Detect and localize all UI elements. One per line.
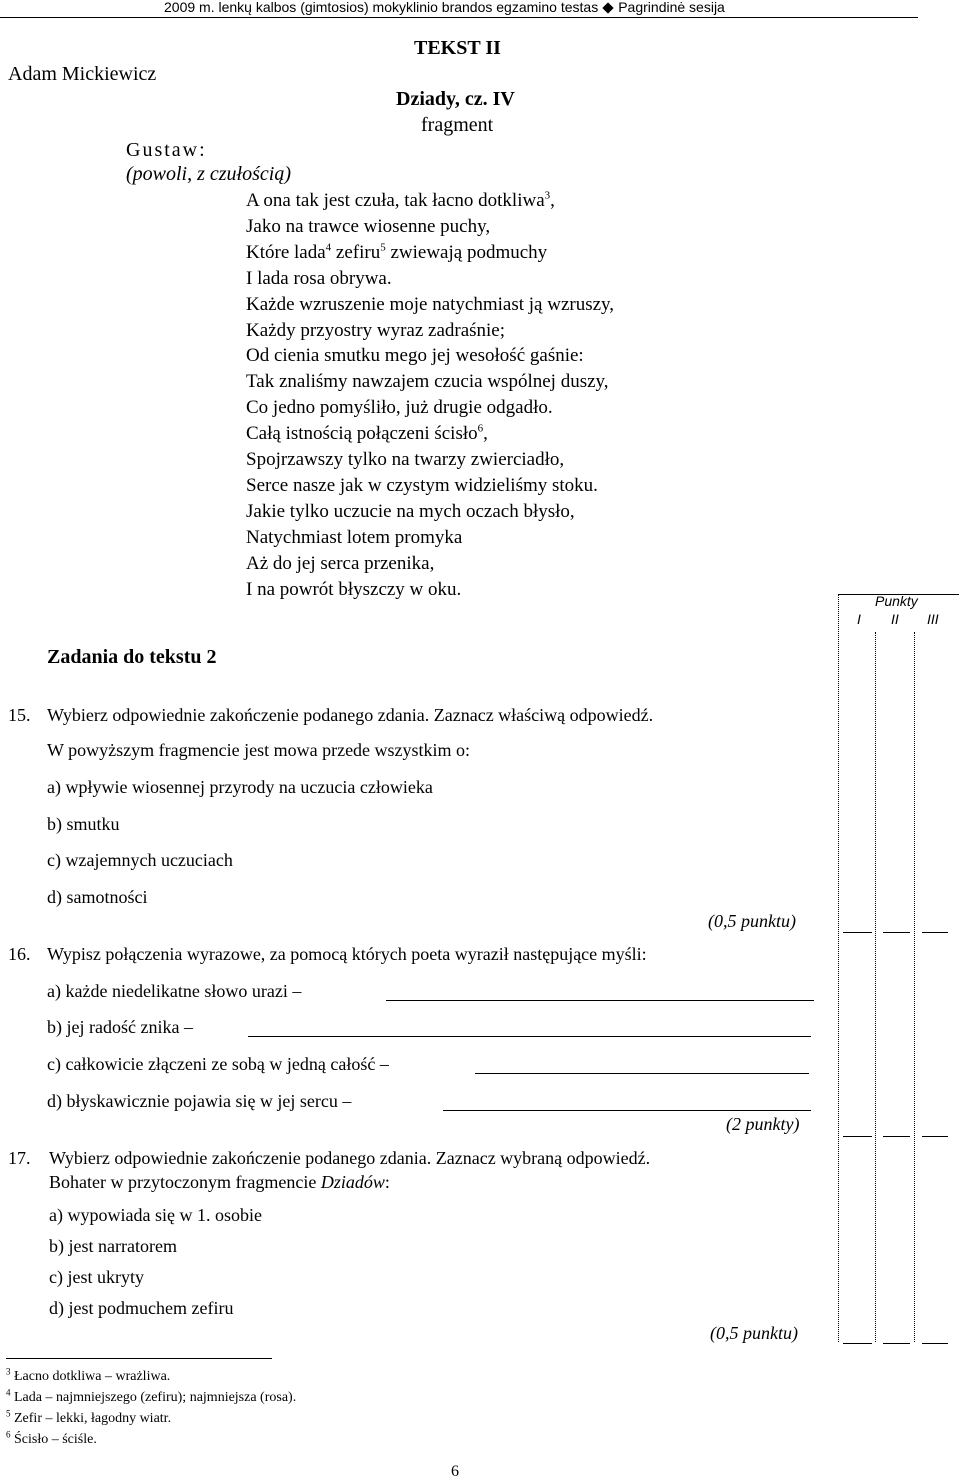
header-divider: [0, 17, 918, 18]
score-blank[interactable]: [922, 1136, 948, 1137]
points-col-divider: [838, 594, 839, 1342]
poem-line: Od cienia smutku mego jej wesołość gaśnie:: [246, 345, 584, 367]
answer-option[interactable]: a) wpływie wiosennej przyrody na uczucia człowieka: [47, 777, 433, 797]
footnote: $^5$ Zefir – lekki, łagodny wiatr.: [6, 1408, 172, 1426]
answer-option[interactable]: c) wzajemnych uczuciach: [47, 850, 233, 870]
answer-line[interactable]: [386, 1000, 814, 1001]
poem-line: Każde wzruszenie moje natychmiast ją wzruszy,: [246, 293, 615, 315]
task-number: 17.: [8, 1148, 31, 1168]
answer-option[interactable]: b) smutku: [47, 814, 120, 834]
poem-line: Jako na trawce wiosenne puchy,: [246, 215, 491, 237]
score-blank[interactable]: [843, 932, 872, 933]
footnote: $^3$ Łacno dotkliwa – wrażliwa.: [6, 1366, 171, 1384]
task-instruction: Wypisz połączenia wyrazowe, za pomocą których poeta wyraził następujące myśli:: [47, 944, 647, 964]
answer-prompt: d) błyskawicznie pojawia się w jej sercu –: [47, 1091, 352, 1111]
task-points: (2 punkty): [726, 1114, 800, 1134]
task-stem: W powyższym fragmencie jest mowa przede wszystkim o:: [47, 740, 471, 760]
stage-direction: (powoli, z czułością): [126, 163, 291, 185]
poem-line: Tak znaliśmy nawzajem czucia wspólnej duszy,: [246, 371, 609, 393]
poem-line: Spojrzawszy tylko na twarzy zwierciadło,: [246, 449, 565, 471]
points-title: Punkty: [875, 593, 918, 609]
task-instruction: Wybierz odpowiednie zakończenie podanego zdania. Zaznacz wybraną odpowiedź.: [49, 1148, 651, 1168]
score-blank[interactable]: [883, 932, 910, 933]
poem-line: Jakie tylko uczucie na mych oczach błysło,: [246, 500, 575, 522]
points-col-divider: [914, 632, 915, 1342]
answer-option[interactable]: d) jest podmuchem zefiru: [49, 1298, 234, 1318]
points-col-divider: [875, 632, 876, 1342]
task-number: 15.: [8, 705, 31, 725]
footnote: $^4$ Lada – najmniejszego (zefiru); najmniejsza (rosa).: [6, 1387, 297, 1405]
text-heading: TEKST II: [414, 37, 501, 59]
footnote-separator: [6, 1358, 272, 1359]
answer-prompt: a) każde niedelikatne słowo urazi –: [47, 981, 302, 1001]
poem-line: Natychmiast lotem promyka: [246, 526, 463, 548]
work-title: Dziady, cz. IV: [396, 88, 515, 110]
score-blank[interactable]: [883, 1136, 910, 1137]
answer-prompt: b) jej radość znika –: [47, 1017, 193, 1037]
answer-line[interactable]: [475, 1073, 809, 1074]
points-col-1: I: [857, 611, 861, 627]
score-blank[interactable]: [843, 1136, 872, 1137]
points-col-2: II: [891, 611, 899, 627]
poem-line: A ona tak jest czuła, tak łacno dotkliwa$^3$,: [246, 189, 555, 211]
poem-line: Każdy przyostry wyraz zadraśnie;: [246, 319, 506, 341]
poem-line: Co jedno pomyśliło, już drugie odgadło.: [246, 397, 553, 419]
page-number: 6: [451, 1463, 459, 1480]
score-blank[interactable]: [843, 1343, 872, 1344]
footnote: $^6$ Ścisło – ściśle.: [6, 1429, 97, 1447]
poem-line: Aż do jej serca przenika,: [246, 552, 435, 574]
answer-line[interactable]: [443, 1110, 811, 1111]
poem-line: I na powrót błyszczy w oku.: [246, 578, 462, 600]
task-points: (0,5 punktu): [710, 1323, 798, 1343]
points-table-top-line: [838, 594, 959, 595]
poem-line: I lada rosa obrywa.: [246, 267, 392, 289]
task-number: 16.: [8, 944, 31, 964]
answer-option[interactable]: d) samotności: [47, 887, 148, 907]
page-header: [164, 0, 725, 15]
speaker-name: Gustaw:: [126, 139, 207, 161]
fragment-label: fragment: [421, 114, 494, 136]
exam-title: 2009 m. lenkų kalbos (gimtosios) mokyklinio brandos egzamino testas: [164, 0, 599, 15]
score-blank[interactable]: [922, 1343, 948, 1344]
score-blank[interactable]: [922, 932, 948, 933]
answer-option[interactable]: b) jest narratorem: [49, 1236, 177, 1256]
diamond-icon: [603, 2, 614, 13]
author-name: Adam Mickiewicz: [8, 63, 157, 85]
answer-prompt: c) całkowicie złączeni ze sobą w jedną całość –: [47, 1054, 389, 1074]
answer-option[interactable]: a) wypowiada się w 1. osobie: [49, 1205, 262, 1225]
session-label: Pagrindinė sesija: [618, 0, 725, 15]
points-col-3: III: [927, 611, 939, 627]
answer-option[interactable]: c) jest ukryty: [49, 1267, 144, 1287]
poem-line: Serce nasze jak w czystym widzieliśmy stoku.: [246, 474, 598, 496]
answer-line[interactable]: [248, 1036, 811, 1037]
task-instruction: Wybierz odpowiednie zakończenie podanego zdania. Zaznacz właściwą odpowiedź.: [47, 705, 654, 725]
poem: [246, 188, 614, 603]
poem-line: Które lada$^4$ zefiru$^5$ zwiewają podmuchy: [246, 241, 548, 263]
task-stem: Bohater w przytoczonym fragmencie Dziadów:: [49, 1172, 390, 1192]
tasks-heading: Zadania do tekstu 2: [47, 646, 217, 668]
score-blank[interactable]: [883, 1343, 910, 1344]
poem-line: Całą istnością połączeni ścisło$^6$,: [246, 422, 488, 445]
task-points: (0,5 punktu): [708, 911, 796, 931]
